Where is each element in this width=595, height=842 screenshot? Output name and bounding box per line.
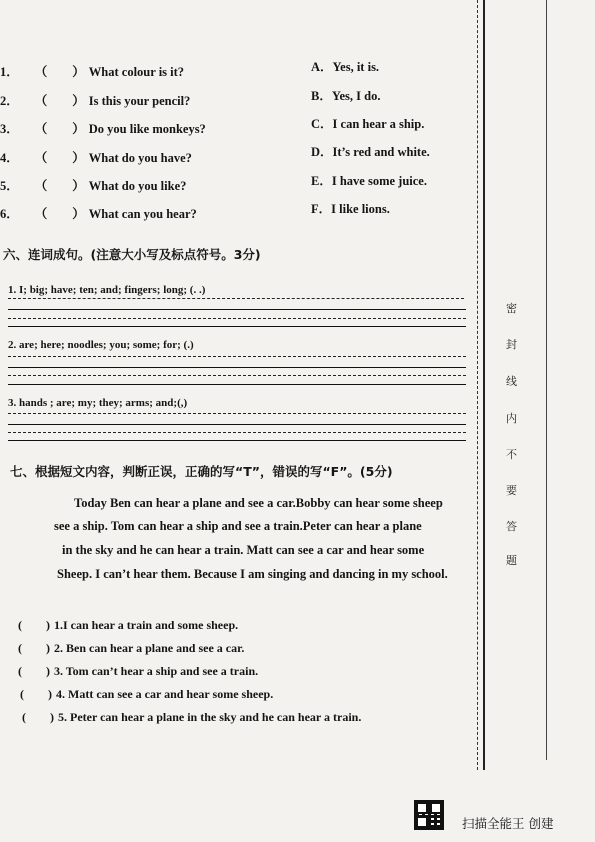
writing-line[interactable] (8, 367, 466, 368)
question-2 (0, 91, 190, 109)
question-number: 6． (0, 207, 19, 221)
writing-line (8, 298, 464, 299)
passage-line-4: Sheep. I can’t hear them. Because I am singing and dancing in my school. (57, 567, 448, 581)
section-6-item-2: 2. are; here; noodles; you; some; for; (.) (8, 339, 194, 351)
question-number: 2． (0, 94, 19, 108)
tf-blank[interactable]: ( ) (18, 641, 50, 655)
answer-option-c: C．I can hear a ship. (311, 117, 425, 131)
passage-line-3: in the sky and he can hear a train. Matt can see a car and hear some (62, 543, 425, 557)
answer-option-e: E．I have some juice. (311, 174, 427, 188)
writing-line (8, 440, 466, 441)
writing-line (8, 318, 466, 319)
scanner-watermark: 扫描全能王 创建 (462, 816, 554, 831)
section-6-item-1: 1. I; big; have; ten; and; fingers; long; (. .) (8, 284, 206, 296)
binding-line-dashed (477, 0, 478, 770)
answer-blank[interactable]: （ ） (34, 122, 85, 136)
question-text: What colour is it? (88, 65, 185, 79)
answer-option-a: A．Yes, it is. (311, 60, 380, 74)
tf-blank[interactable]: ( ) (22, 710, 54, 724)
answer-option-b: B．Yes, I do. (311, 89, 381, 103)
writing-line (8, 326, 466, 327)
margin-char: 不 (506, 448, 517, 461)
question-number: 3． (0, 122, 19, 136)
section-6-item-3: 3. hands ; are; my; they; arms; and;(,) (8, 397, 188, 409)
margin-char: 密 (506, 302, 517, 315)
answer-blank[interactable]: （ ） (34, 65, 85, 79)
writing-line[interactable] (8, 309, 466, 310)
question-text: Do you like monkeys? (88, 122, 206, 136)
question-4 (0, 148, 192, 166)
answer-blank[interactable]: （ ） (34, 207, 85, 221)
passage-line-2: see a ship. Tom can hear a ship and see a train.Peter can hear a plane (54, 519, 422, 533)
answer-blank[interactable]: （ ） (34, 151, 85, 165)
statement-1 (18, 616, 238, 633)
statement-text: 1.I can hear a train and some sheep. (54, 618, 239, 632)
answer-blank[interactable]: （ ） (34, 179, 85, 193)
question-text: What do you like? (88, 179, 187, 193)
qr-code-icon (414, 800, 444, 830)
statement-text: 2. Ben can hear a plane and see a car. (54, 641, 245, 655)
tf-blank[interactable]: ( ) (20, 687, 52, 701)
writing-line[interactable] (8, 424, 466, 425)
question-1 (0, 62, 184, 80)
passage-line-1: Today Ben can hear a plane and see a car.Bobby can hear some sheep (74, 496, 443, 510)
question-number: 4． (0, 151, 19, 165)
writing-line (8, 384, 466, 385)
margin-char: 线 (506, 375, 517, 388)
writing-line (8, 432, 466, 433)
binding-line-solid (483, 0, 485, 770)
question-3 (0, 119, 206, 137)
section-7-title: 七、根据短文内容，判断正误，正确的写“T”，错误的写“F”。(5分) (10, 464, 393, 479)
question-number: 5． (0, 179, 19, 193)
statement-text: 5. Peter can hear a plane in the sky and he can hear a train. (58, 710, 362, 724)
margin-char: 封 (506, 338, 517, 351)
question-text: What do you have? (88, 151, 192, 165)
statement-5 (22, 708, 361, 725)
section-6-title: 六、连词成句。(注意大小写及标点符号。3分) (3, 247, 261, 262)
tf-blank[interactable]: ( ) (18, 664, 50, 678)
statement-text: 4. Matt can see a car and hear some sheep. (56, 687, 274, 701)
question-number: 1． (0, 65, 19, 79)
writing-line (8, 356, 466, 357)
answer-option-d: D．It’s red and white. (311, 145, 430, 159)
margin-char: 要 (506, 484, 517, 497)
margin-char: 答 (506, 520, 517, 533)
margin-border (546, 0, 547, 760)
tf-blank[interactable]: ( ) (18, 618, 50, 632)
statement-3 (18, 662, 258, 679)
statement-2 (18, 639, 244, 656)
statement-4 (20, 685, 273, 702)
question-text: Is this your pencil? (88, 94, 191, 108)
question-6 (0, 204, 197, 222)
statement-text: 3. Tom can’t hear a ship and see a train. (54, 664, 259, 678)
writing-line (8, 413, 466, 414)
answer-blank[interactable]: （ ） (34, 94, 85, 108)
writing-line (8, 375, 466, 376)
margin-char: 内 (506, 412, 517, 425)
question-text: What can you hear? (88, 207, 197, 221)
answer-option-f: F．I like lions. (311, 202, 390, 216)
question-5 (0, 176, 186, 194)
margin-char: 题 (506, 554, 517, 567)
